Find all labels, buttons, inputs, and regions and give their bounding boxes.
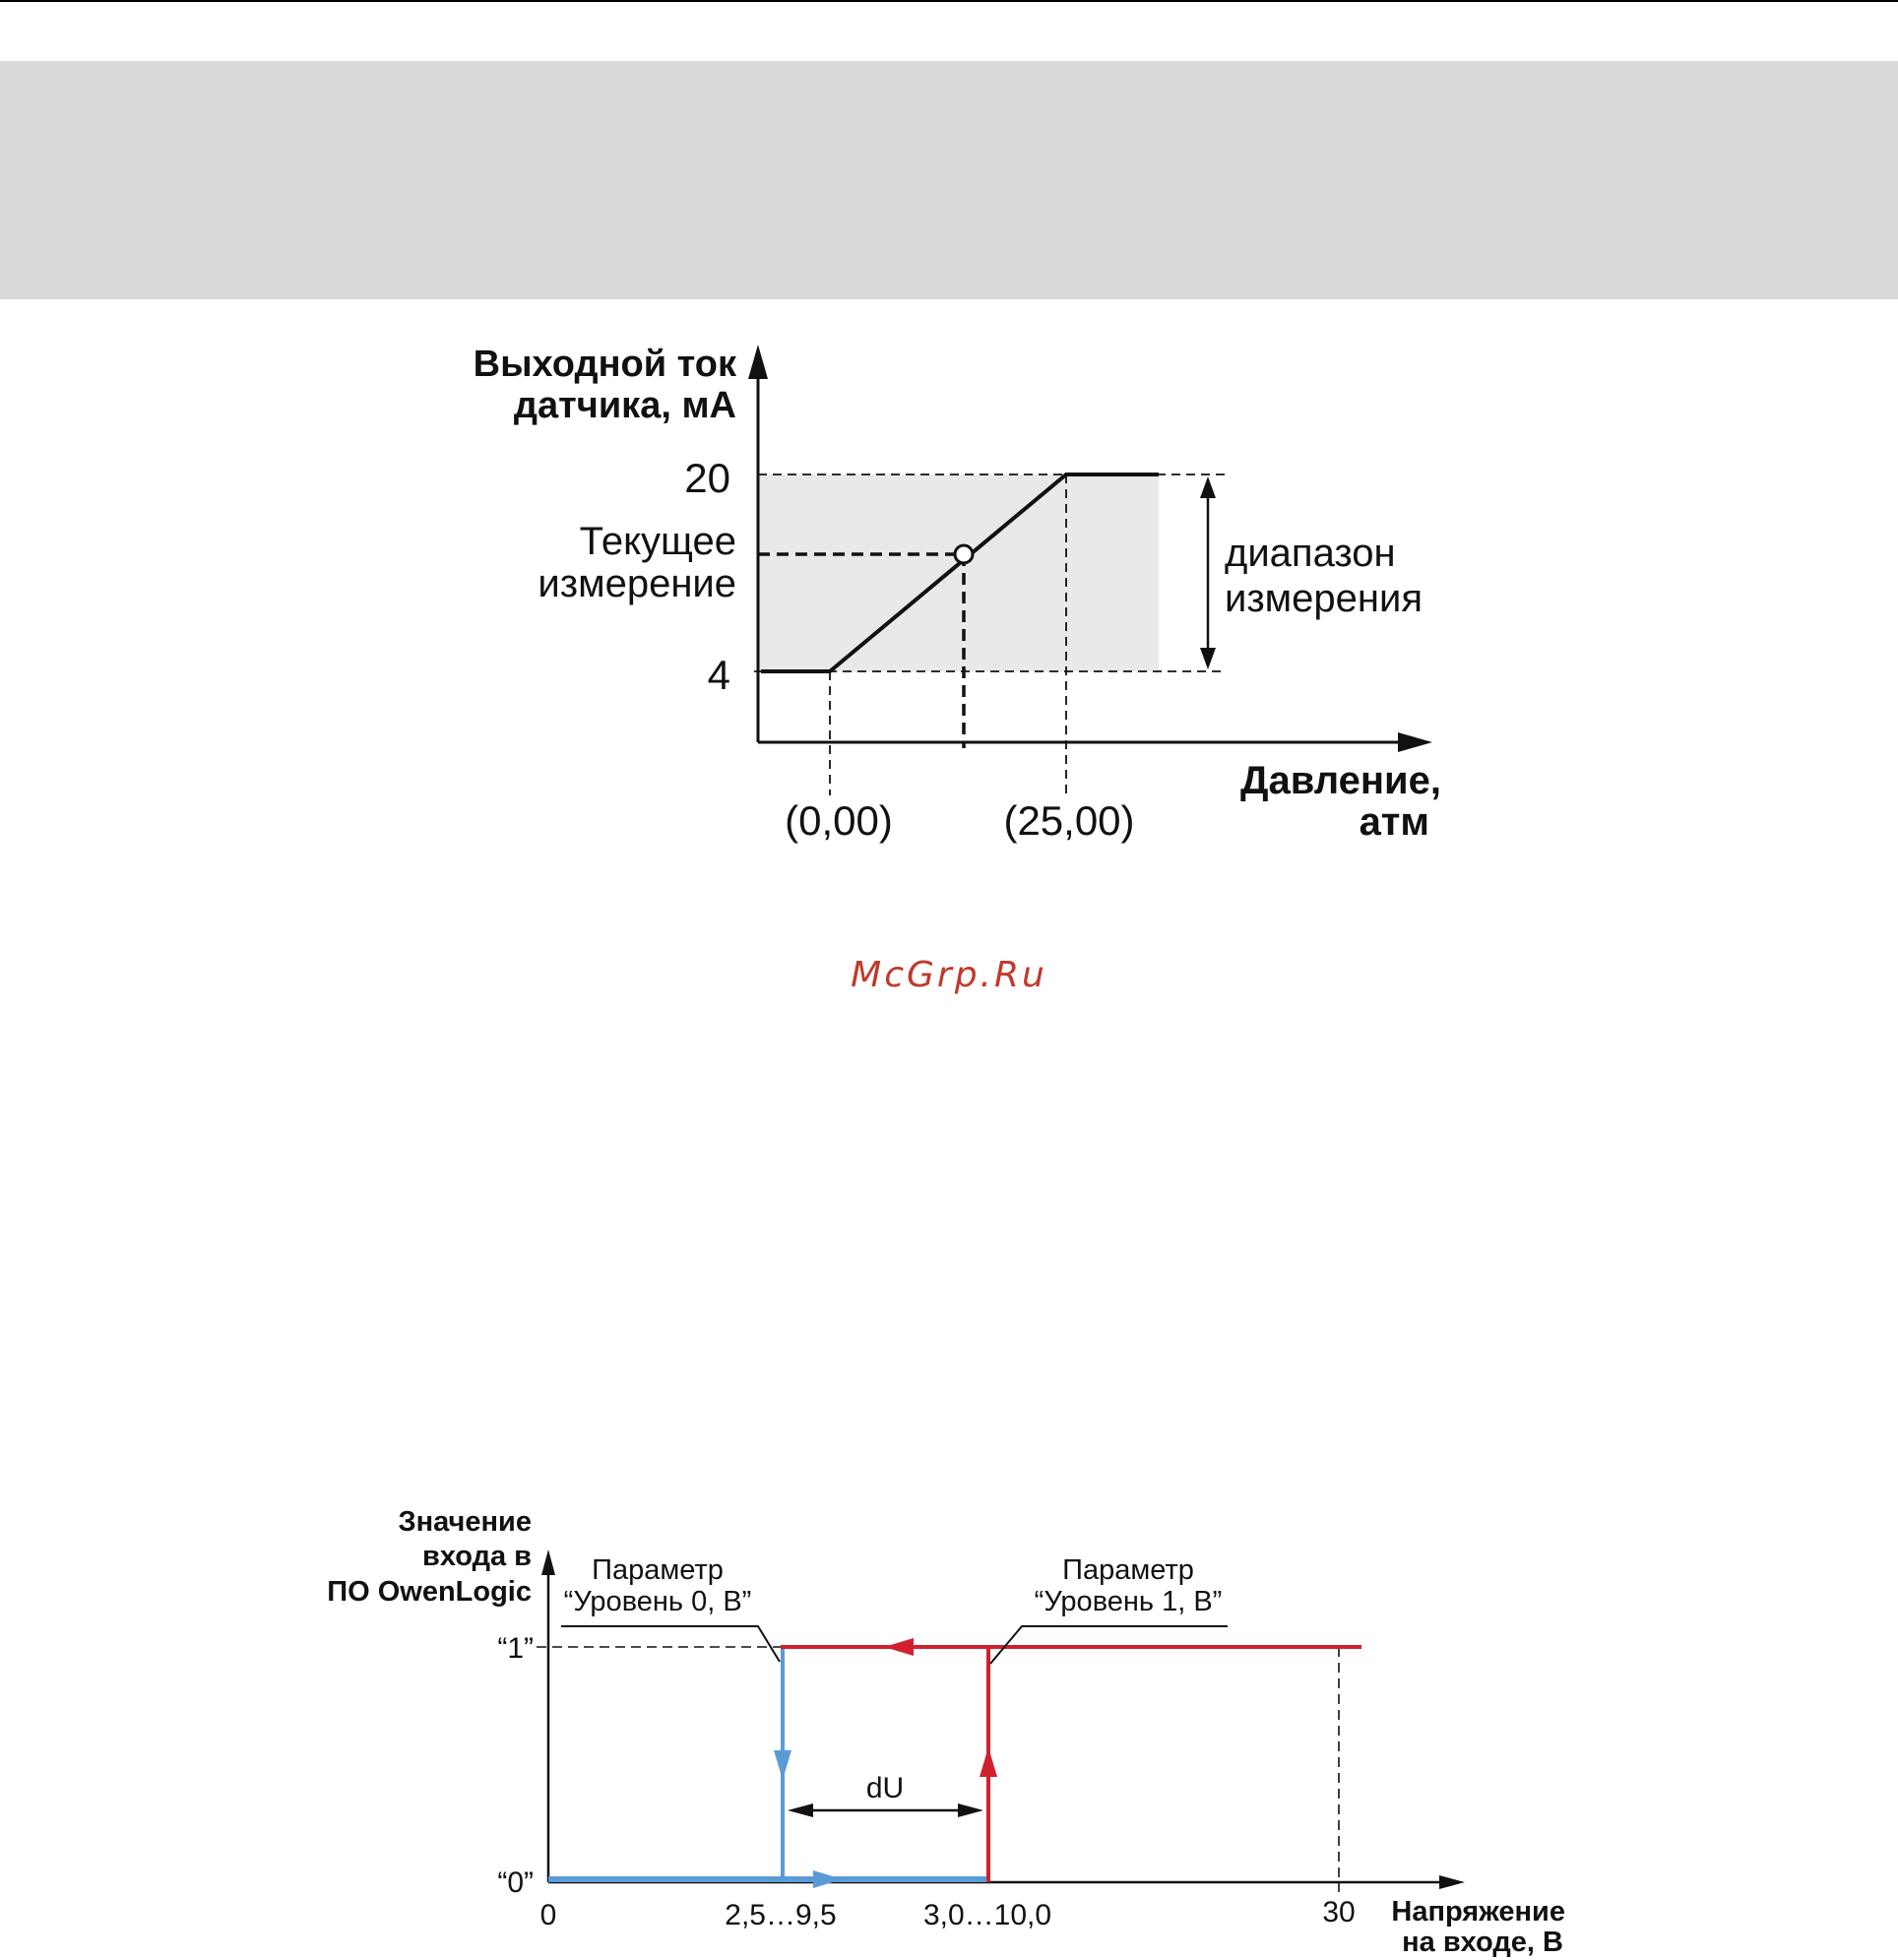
y-axis-title-line1: Выходной ток xyxy=(473,344,736,385)
range-label-line1: диапазон xyxy=(1225,532,1396,575)
param0-label-line2: “Уровень 0, В” xyxy=(563,1586,752,1617)
x-tick-0: (0,00) xyxy=(785,797,893,844)
param1-label-line1: Параметр xyxy=(1062,1554,1194,1586)
x-tick-level1: 3,0…10,0 xyxy=(922,1899,1052,1931)
x-axis-arrowhead xyxy=(1398,732,1432,752)
x-axis-title-line1: Давление, xyxy=(1239,759,1441,802)
x-tick-0v: 0 xyxy=(539,1899,557,1931)
param1-label-line2: “Уровень 1, В” xyxy=(1034,1586,1223,1617)
falling-edge-arrow xyxy=(774,1750,791,1780)
du-arrowhead-right xyxy=(958,1803,983,1817)
range-label-line2: измерения xyxy=(1225,577,1424,620)
y-axis-2-title-line1: Значение xyxy=(398,1506,532,1538)
level-zero-label: “0” xyxy=(497,1866,534,1899)
range-arrowhead-top xyxy=(1200,476,1216,498)
x-axis-2-arrowhead xyxy=(1439,1875,1465,1889)
x-tick-level0: 2,5…9,5 xyxy=(725,1899,837,1931)
x-axis-2-title-line2: на входе, В xyxy=(1402,1927,1563,1958)
x-axis-2-title-line1: Напряжение xyxy=(1391,1896,1565,1928)
zero-state-arrow xyxy=(813,1870,843,1888)
x-tick-25: (25,00) xyxy=(1003,797,1135,844)
sensor-current-diagram xyxy=(474,344,1441,844)
one-state-arrow xyxy=(884,1638,914,1656)
watermark: McGrp.Ru xyxy=(851,955,1047,995)
y-tick-4: 4 xyxy=(707,652,730,698)
measurement-range-band xyxy=(758,474,1159,671)
current-measurement-point xyxy=(955,545,973,563)
current-measurement-label-line2: измерение xyxy=(538,562,736,605)
y-axis-arrowhead xyxy=(748,345,768,379)
param0-label-line1: Параметр xyxy=(592,1554,724,1586)
x-tick-30v: 30 xyxy=(1322,1896,1356,1928)
range-arrowhead-bottom xyxy=(1200,648,1216,669)
discrete-input-hysteresis-diagram xyxy=(327,1506,1565,1958)
level-one-label: “1” xyxy=(497,1632,534,1665)
y-tick-20: 20 xyxy=(684,455,730,501)
y-axis-2-title-line2: входа в xyxy=(422,1541,532,1572)
y-axis-title-line2: датчика, мА xyxy=(513,385,736,426)
y-axis-2-title-line3: ПО OwenLogic xyxy=(327,1576,532,1608)
rising-edge-arrow xyxy=(980,1747,997,1777)
x-axis-title-line2: атм xyxy=(1359,800,1429,844)
du-label: dU xyxy=(865,1772,905,1804)
current-measurement-label-line1: Текущее xyxy=(579,520,736,563)
param0-leader xyxy=(561,1626,780,1662)
du-arrowhead-left xyxy=(788,1803,813,1817)
y-axis-2-arrowhead xyxy=(541,1549,555,1575)
